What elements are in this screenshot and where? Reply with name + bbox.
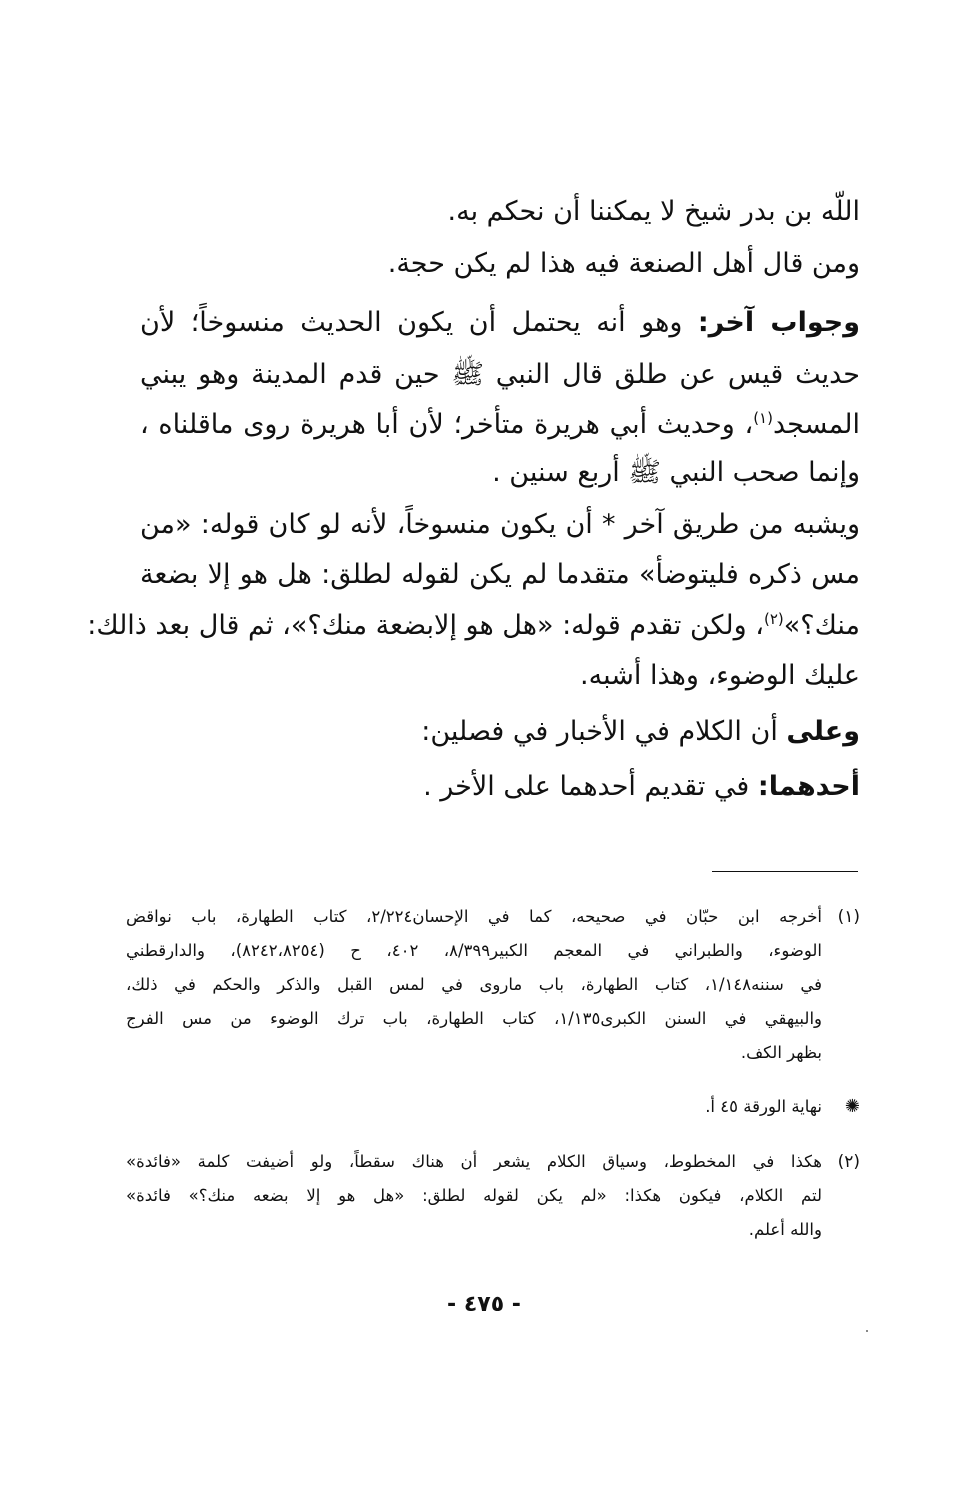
footnote-1-line: بظهر الكف. (740, 1043, 822, 1062)
line-text: أن الكلام في الأخبار في فصلين: (421, 716, 787, 747)
body-line-1 (140, 192, 860, 232)
footnote-2-line: والله أعلم. (748, 1220, 822, 1239)
body-line-7 (140, 505, 860, 545)
line-text: حديث قيس عن طلق قال النبي ﷺ حين قدم المدينة وهو يبني (140, 359, 860, 390)
line-text: عليك الوضوء، وهذا أشبه. (580, 660, 860, 691)
line-text: ومن قال أهل الصنعة فيه هذا لم يكن حجة. (387, 248, 860, 279)
footnote-1-line: والبيهقي في السنن الكبرى١/١٣٥، كتاب الطهارة، باب ترك الوضوء من مس الفرج (126, 1009, 822, 1028)
star-icon: ✺ (844, 1096, 860, 1117)
line-text: ، وحديث أبي هريرة متأخر؛ لأن أبا هريرة روى ماقلناه ، (140, 409, 754, 440)
manuscript-folio-note: نهاية الورقة ٤٥ أ. (705, 1097, 822, 1116)
bold-heading: وجواب آخر: (697, 307, 860, 338)
line-prefix: منك؟» (783, 610, 860, 641)
scan-mark (866, 1330, 868, 1332)
line-text: مس ذكره فليتوضأ» متقدما لم يكن لقوله لطلق: هل هو إلا بضعة (140, 559, 860, 590)
footnote-ref-2: (٢) (764, 610, 784, 628)
footnote-1-line: الوضوء، والطبراني في المعجم الكبير٨/٣٩٩، ٤٠٢، ح (٨٢٤٢،٨٢٥٤)، والدارقطني (126, 941, 822, 960)
footnote-1-number: (١) (837, 907, 860, 927)
body-line-11 (140, 712, 860, 752)
body-line-4 (140, 355, 860, 395)
line-text: وإنما صحب النبي ﷺ أربع سنين . (492, 457, 860, 488)
line-text: وهو أنه يحتمل أن يكون الحديث منسوخاً؛ لأن (140, 307, 698, 338)
body-line-5 (140, 405, 860, 445)
line-text: اللّه بن بدر شيخ لا يمكننا أن نحكم به. (447, 196, 860, 227)
footnote-2-line: لتم الكلام، فيكون هكذا: «لم يكن لقوله لطلق: «هل هو إلا بضعه منك؟» فائدة» (126, 1186, 822, 1205)
footnote-separator (712, 871, 858, 872)
bold-heading: أحدهما: (757, 771, 860, 802)
bold-heading: وعلى (786, 716, 860, 747)
page-number: - ٤٧٥ - (447, 1292, 521, 1317)
body-line-12 (140, 767, 860, 807)
body-line-3 (140, 303, 860, 343)
body-line-6 (140, 453, 860, 493)
line-prefix: المسجد (772, 409, 860, 440)
footnote-2-line: هكذا في المخطوط، وسياق الكلام يشعر أن هناك سقطاً، ولو أضيفت كلمة «فائدة» (126, 1152, 822, 1171)
line-text: ويشبه من طريق آخر * أن يكون منسوخاً، لأنه لو كان قوله: «من (140, 509, 860, 540)
body-line-8 (140, 555, 860, 595)
body-line-9 (87, 606, 860, 646)
footnote-2-number: (٢) (837, 1152, 860, 1172)
line-text: ، ولكن تقدم قوله: «هل هو إلابضعة منك؟»، ثم قال بعد ذالك: (87, 610, 764, 641)
footnote-1-line: أخرجه ابن حبّان في صحيحه، كما في الإحسان٢/٢٢٤، كتاب الطهارة، باب نواقض (126, 907, 823, 926)
line-text: في تقديم أحدهما على الأخر . (423, 771, 758, 802)
body-line-10 (140, 656, 860, 696)
body-line-2 (140, 244, 860, 284)
footnote-ref-1: (١) (753, 409, 773, 427)
footnote-1-line: في سننه١/١٤٨، كتاب الطهارة، باب ماروى في لمس القبل والذكر والحكم في ذلك، (126, 975, 823, 994)
